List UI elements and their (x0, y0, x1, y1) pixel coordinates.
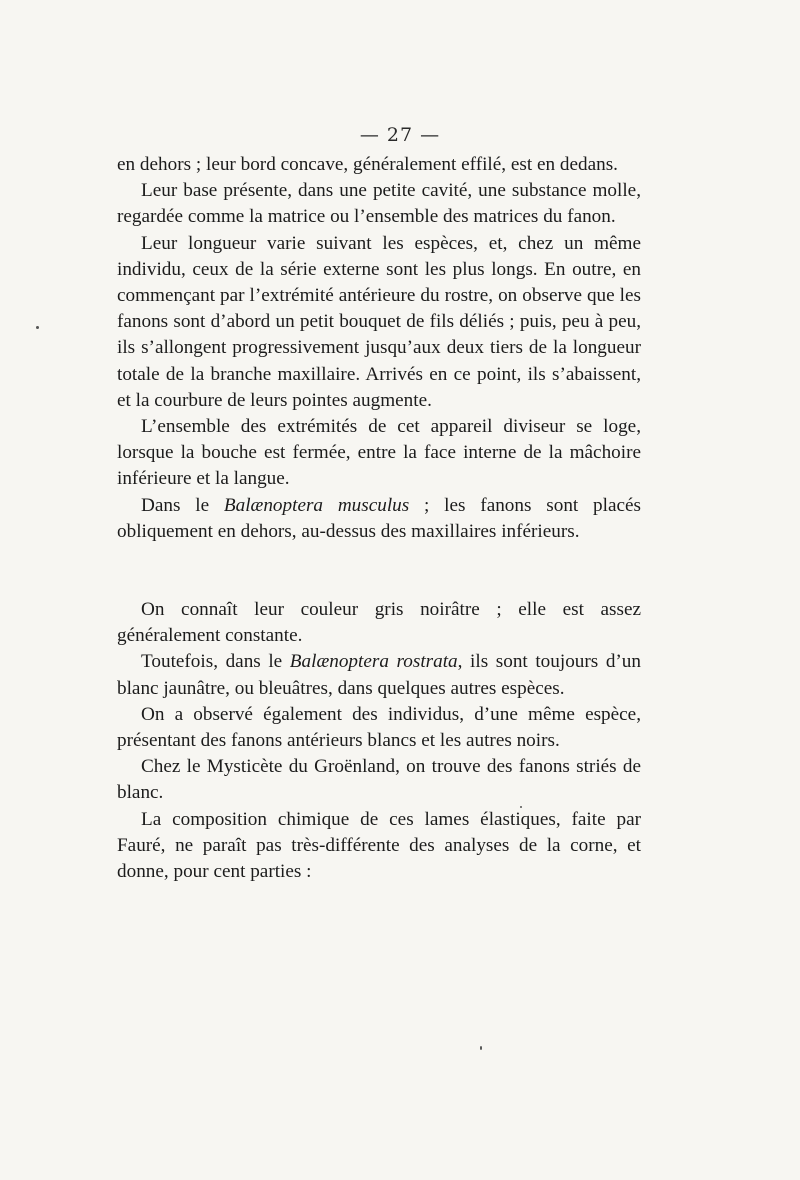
paragraph: On connaît leur couleur gris noirâtre ; elle est assez généralement constante. (117, 599, 641, 647)
paragraph-with-species (117, 649, 641, 701)
body-text (117, 152, 641, 885)
paragraph-with-species (117, 493, 641, 545)
paragraph-text: , ils sont toujours d’un blanc jaunâtre, ou bleuâtres, dans quelques autres espèces. (117, 651, 641, 699)
paragraph-text: ; les fanons sont placés obliquement en dehors, au-dessus des maxillaires inférieurs. (117, 494, 641, 542)
paragraph: On a observé également des individus, d’une même espèce, présentant des fanons antérieurs blancs et les autres noirs. (117, 703, 641, 752)
scan-speck (520, 806, 522, 808)
scan-speck (480, 1046, 482, 1050)
paragraph: L’ensemble des extrémités de cet appareil diviseur se loge, lorsque la bouche est fermée, entre la face interne de la mâchoire inférieure et la langue. (117, 416, 641, 490)
paragraph: Leur base présente, dans une petite cavité, une substance molle, regardée comme la matrice ou l’ensemble des matrices du fanon. (117, 180, 641, 228)
page-number: — 27 — (359, 124, 441, 146)
paragraph-text: Dans le (141, 494, 224, 516)
species-name: Balænoptera rostrata (289, 651, 458, 673)
species-name: Balænoptera musculus (223, 494, 410, 516)
paragraph-text: Toutefois, dans le (141, 651, 290, 673)
paragraph: La composition chimique de ces lames élastiques, faite par Fauré, ne paraît pas très-différente des analyses de la corne, et donne, pour cent parties : (117, 808, 641, 883)
paragraph: Leur longueur varie suivant les espèces, et, chez un même individu, ceux de la série externe sont les plus longs. En outre, en commençant par l’extrémité antérieure du rostre, on observe que les fanons sont d’abord un petit bouquet de fils déliés ; puis, peu à peu, ils s’allongent progressivement jusqu’aux deux tiers de la longueur totale de la branche maxillaire. Arrivés en ce point, ils s’abaissent, et la courbure de leurs pointes augmente. (117, 232, 641, 411)
paragraph-continuation: en dehors ; leur bord concave, généralement effilé, est en dedans. (117, 154, 618, 175)
scan-speck (36, 326, 39, 329)
paragraph: Chez le Mysticète du Groënland, on trouve des fanons striés de blanc. (117, 756, 641, 804)
